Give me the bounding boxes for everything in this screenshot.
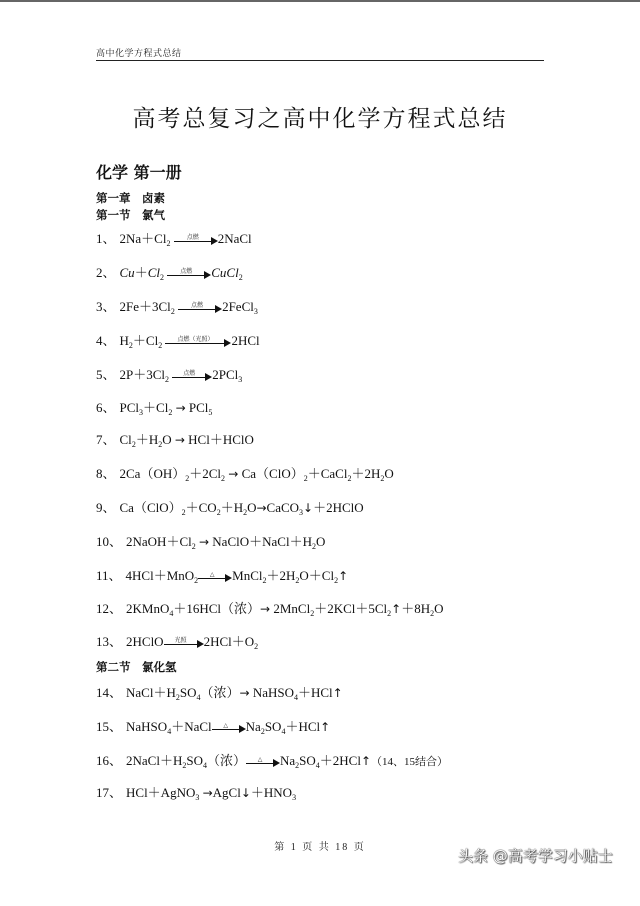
equation-13: 13、 2HClO 光照 $2HCl+O_2$: [96, 634, 259, 651]
arrow-icon: →: [198, 535, 210, 549]
reaction-arrow-icon: 点燃: [167, 266, 211, 282]
arrow-icon: →: [228, 467, 239, 481]
equation-15: 15、 NaHSO$_4$＋NaCl △ $Na_2SO_4+HCl↑$: [96, 719, 331, 736]
arrow-icon: →: [175, 401, 186, 415]
equation-14: 14、 $NaCl+H_2SO_4$（浓）→ NaHSO$_4$＋HCl↑: [96, 685, 343, 702]
arrow-icon: →: [174, 433, 185, 447]
page-number: 第 1 页 共 18 页: [274, 842, 366, 853]
precipitate-down-arrow-icon: ↓: [303, 501, 314, 515]
equation-4: 4、 $H_2+Cl_2$ 点燃（光照） 2HCl: [96, 333, 260, 350]
chapter-heading: 第一章 卤素: [96, 191, 165, 205]
equation-8: 8、 $2Ca(OH)_2+2Cl_2$ → $Ca(ClO)_2+CaCl_2+2H_2O$: [96, 466, 394, 483]
arrow-icon: →: [239, 686, 250, 700]
arrow-icon: →: [256, 501, 267, 515]
top-border: [0, 0, 640, 2]
equation-1: 1、 $2Na+Cl_2$ 点燃 2NaCl: [96, 231, 252, 248]
gas-up-arrow-icon: ↑: [332, 686, 343, 700]
precipitate-down-arrow-icon: ↓: [240, 786, 251, 800]
reaction-arrow-icon: 点燃: [174, 232, 218, 248]
reaction-arrow-icon: △: [212, 720, 246, 736]
reaction-arrow-icon: △: [198, 569, 232, 585]
equation-2: 2、 $Cu+Cl_2$ 点燃 CuCl$_2$: [96, 265, 243, 282]
gas-up-arrow-icon: ↑: [360, 754, 372, 768]
section-heading-hcl: 第二节 氯化氢: [96, 660, 177, 674]
equation-9: 9、 $Ca(ClO)_2+CO_2+H_2O\to CaCO_3↓+2HClO$: [96, 500, 364, 517]
reaction-arrow-icon: 点燃: [178, 300, 222, 316]
equation-7: 7、 $Cl_2+H_2O$ → HCl＋HClO: [96, 432, 254, 449]
arrow-icon: →: [202, 786, 213, 800]
running-header: [96, 44, 544, 61]
equation-16: 16、 $2NaCl+H_2SO_4$（浓） △ $Na_2SO_4+2HCl↑(14$、15结合）: [96, 753, 449, 770]
equation-10: 10、 $2NaOH+Cl_2$ → $NaClO+NaCl+H_2O$: [96, 534, 326, 551]
equation-17: 17、 HCl＋AgNO$_3$ $\to AgCl↓+HNO_3$: [96, 785, 297, 802]
equation-6: 6、 $PCl_3+Cl_2 \to PCl_5$: [96, 400, 213, 417]
equation-5: 5、 $2P+3Cl_2$ 点燃 2PCl$_3$: [96, 367, 243, 384]
reaction-arrow-icon: 点燃（光照）: [165, 334, 231, 350]
section-heading-chlorine: 第一节 氯气: [96, 208, 165, 222]
equation-11: 11、 4HCl＋MnO$_2$ △ $MnCl_2+2H_2O+Cl_2↑$: [96, 568, 349, 585]
gas-up-arrow-icon: ↑: [338, 569, 349, 583]
reaction-arrow-icon: 点燃: [172, 368, 212, 384]
reaction-arrow-icon: △: [246, 754, 280, 770]
gas-up-arrow-icon: ↑: [320, 720, 331, 734]
running-title: 高中化学方程式总结: [96, 49, 182, 59]
watermark: 头条 @高考学习小贴士: [458, 847, 613, 865]
reaction-arrow-icon: 光照: [164, 635, 204, 651]
equation-12: 12、 2KMnO$_4$＋16HCl（浓）→ $2MnCl_2+2KCl+5Cl_2↑+8H_2O$: [96, 601, 444, 618]
gas-up-arrow-icon: ↑: [391, 602, 402, 616]
document-title: 高考总复习之高中化学方程式总结: [132, 106, 508, 132]
book-heading: 化学 第一册: [96, 163, 182, 182]
arrow-icon: →: [260, 602, 271, 616]
equation-3: 3、 $2Fe+3Cl_2$ 点燃 2FeCl$_3$: [96, 299, 258, 316]
